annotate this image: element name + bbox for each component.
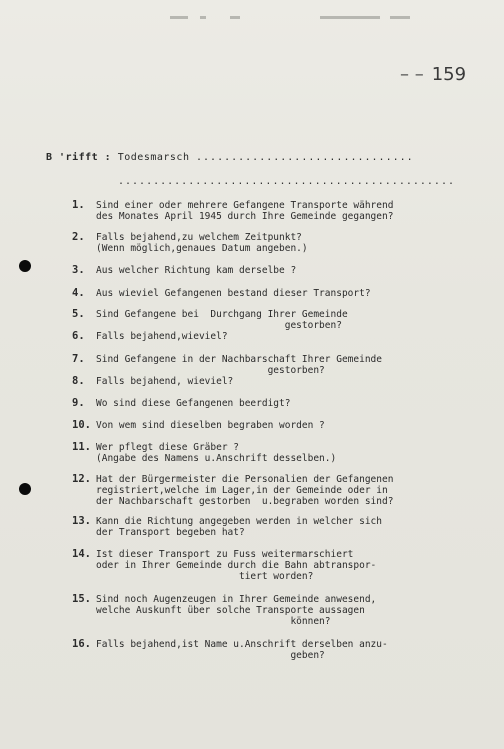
page-number-dash: – – bbox=[400, 64, 424, 85]
question-number: 5. bbox=[72, 308, 85, 320]
question-number: 6. bbox=[72, 330, 85, 342]
question-item bbox=[72, 265, 424, 276]
question-text: Sind noch Augenzeugen in Ihrer Gemeinde anwesend, welche Auskunft über solche Transporte aussagen können? bbox=[96, 594, 377, 627]
question-text: Falls bejahend,ist Name u.Anschrift derselben anzu- geben? bbox=[96, 639, 388, 661]
subject-dots: ............................... bbox=[196, 152, 414, 163]
question-item bbox=[72, 639, 424, 661]
question-item bbox=[72, 594, 424, 627]
question-item bbox=[72, 376, 424, 387]
question-item bbox=[72, 549, 424, 582]
question-item bbox=[72, 398, 424, 409]
question-number: 8. bbox=[72, 375, 85, 387]
question-item bbox=[72, 420, 424, 431]
question-text: Aus wieviel Gefangenen bestand dieser Transport? bbox=[96, 288, 371, 299]
question-number: 10. bbox=[72, 419, 91, 431]
subject-value: Todesmarsch bbox=[117, 152, 190, 163]
page-number-value: 159 bbox=[431, 64, 467, 85]
question-number: 7. bbox=[72, 353, 85, 365]
question-text: Kann die Richtung angegeben werden in welcher sich der Transport begeben hat? bbox=[96, 516, 382, 538]
punch-hole bbox=[19, 260, 31, 272]
subject-line bbox=[46, 152, 414, 163]
question-number: 15. bbox=[72, 593, 91, 605]
question-text: Falls bejahend, wieviel? bbox=[96, 376, 234, 387]
question-number: 4. bbox=[72, 287, 85, 299]
question-text: Wo sind diese Gefangenen beerdigt? bbox=[96, 398, 291, 409]
question-item bbox=[72, 200, 424, 222]
question-number: 14. bbox=[72, 548, 91, 560]
question-number: 16. bbox=[72, 638, 91, 650]
question-text: Sind Gefangene bei Durchgang Ihrer Gemeinde gestorben? bbox=[96, 309, 348, 331]
question-item bbox=[72, 474, 424, 507]
question-number: 2. bbox=[72, 231, 85, 243]
subject-dot-line: ................................................ bbox=[118, 176, 455, 187]
question-item bbox=[72, 516, 424, 538]
question-item bbox=[72, 232, 424, 254]
question-number: 9. bbox=[72, 397, 85, 409]
question-text: Ist dieser Transport zu Fuss weitermarschiert oder in Ihrer Gemeinde durch die Bahn abtranspor- tiert worden? bbox=[96, 549, 377, 582]
page-number bbox=[400, 64, 466, 85]
question-text: Falls bejahend,wieviel? bbox=[96, 331, 228, 342]
punch-hole bbox=[19, 483, 31, 495]
question-text: Sind einer oder mehrere Gefangene Transporte während des Monates April 1945 durch Ihre Gemeinde gegangen? bbox=[96, 200, 394, 222]
question-text: Wer pflegt diese Gräber ? (Angabe des Namens u.Anschrift desselben.) bbox=[96, 442, 337, 464]
question-text: Hat der Bürgermeister die Personalien der Gefangenen registriert,welche im Lager,in der Gemeinde oder in der Nachbarschaft gestorben u.begraben worden sind? bbox=[96, 474, 394, 507]
question-item bbox=[72, 354, 424, 376]
question-item bbox=[72, 309, 424, 331]
question-text: Falls bejahend,zu welchem Zeitpunkt? (Wenn möglich,genaues Datum angeben.) bbox=[96, 232, 308, 254]
question-item bbox=[72, 331, 424, 342]
question-number: 12. bbox=[72, 473, 91, 485]
question-number: 3. bbox=[72, 264, 85, 276]
faded-header-marks bbox=[170, 16, 420, 24]
subject-label: B 'rifft : bbox=[46, 152, 112, 163]
question-number: 1. bbox=[72, 199, 85, 211]
question-text: Aus welcher Richtung kam derselbe ? bbox=[96, 265, 297, 276]
question-item bbox=[72, 442, 424, 464]
question-text: Von wem sind dieselben begraben worden ? bbox=[96, 420, 325, 431]
question-number: 13. bbox=[72, 515, 91, 527]
question-item bbox=[72, 288, 424, 299]
question-text: Sind Gefangene in der Nachbarschaft Ihrer Gemeinde gestorben? bbox=[96, 354, 382, 376]
question-number: 11. bbox=[72, 441, 91, 453]
